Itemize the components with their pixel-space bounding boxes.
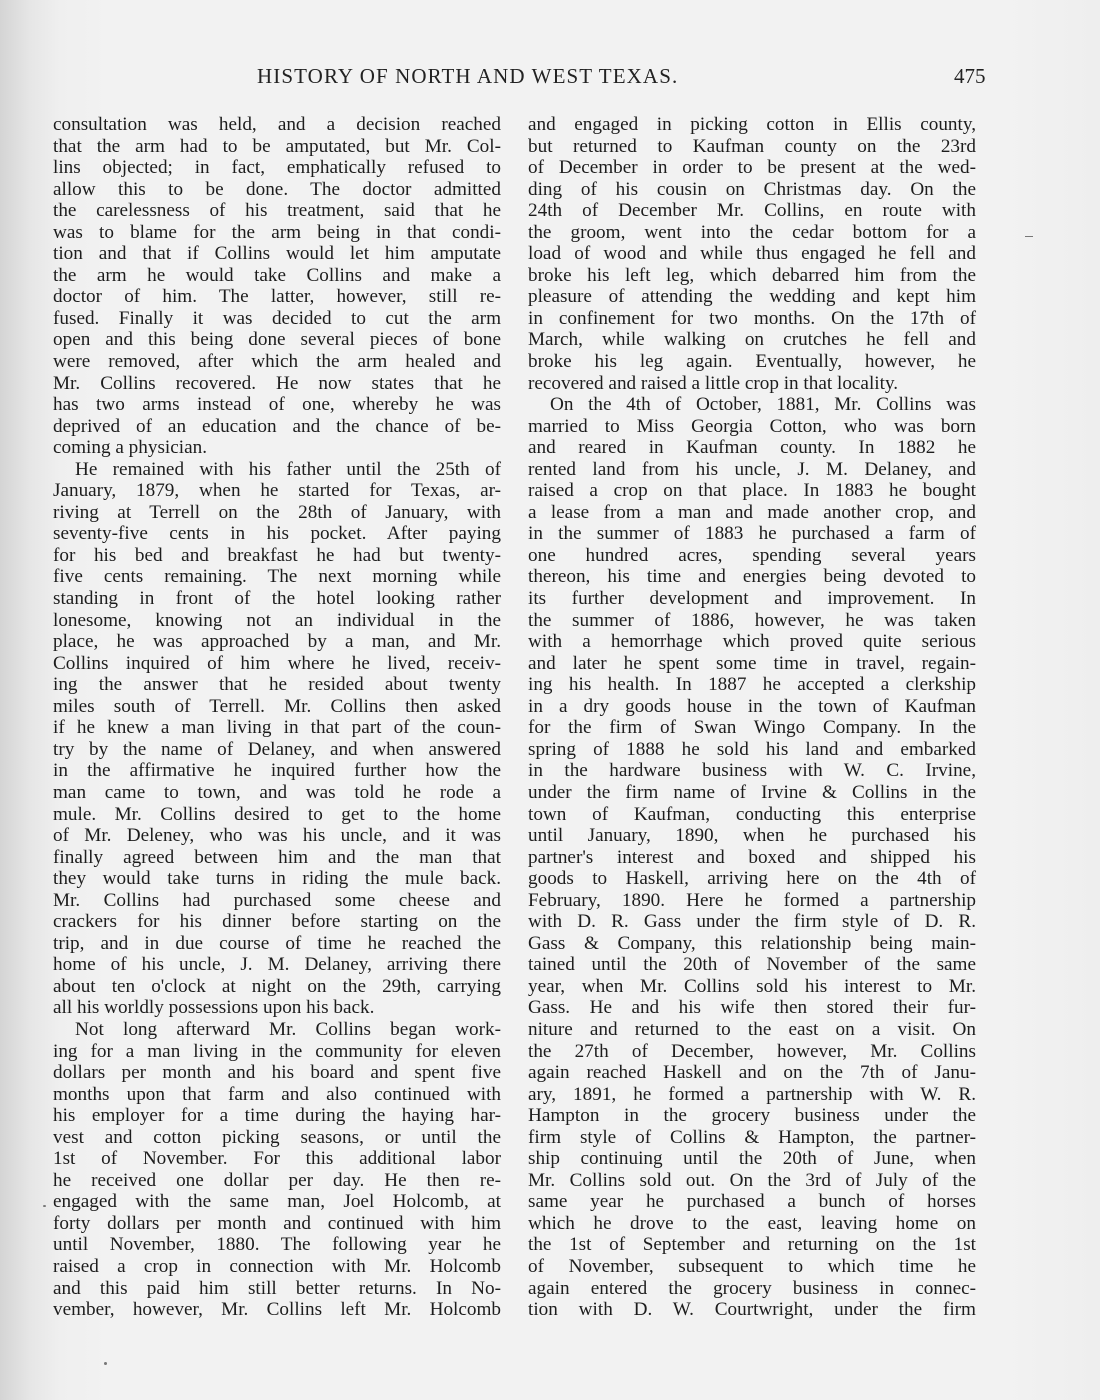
text-line: Collins inquired of him where he lived, receiv- <box>53 652 501 674</box>
text-line: if he knew a man living in that part of the coun- <box>53 717 501 739</box>
text-line: lins objected; in fact, emphatically refused to <box>53 157 501 179</box>
text-line: March, while walking on crutches he fell and <box>528 329 976 351</box>
text-line: finally agreed between him and the man that <box>53 846 501 868</box>
text-line: Gass & Company, this relationship being main- <box>528 932 976 954</box>
text-line: allow this to be done. The doctor admitted <box>53 178 501 200</box>
text-line: recovered and raised a little crop in that locality. <box>528 372 899 394</box>
text-line: all his worldly possessions upon his back. <box>53 997 375 1019</box>
text-line: in a dry goods house in the town of Kaufman <box>528 695 976 717</box>
text-line: the summer of 1886, however, he was taken <box>528 609 976 631</box>
text-line: five cents remaining. The next morning while <box>53 566 501 588</box>
text-line: one hundred acres, spending several years <box>528 544 976 566</box>
text-line: ing the answer that he resided about twenty <box>53 674 501 696</box>
text-line: has two arms instead of one, whereby he was <box>53 394 501 416</box>
text-line: tained until the 20th of November of the same <box>528 954 976 976</box>
text-line: a lease from a man and made another crop, and <box>528 501 976 523</box>
text-line: standing in front of the hotel looking rather <box>53 588 501 610</box>
text-line: ing his health. In 1887 he accepted a clerkship <box>528 674 976 696</box>
text-line: lonesome, knowing not an individual in the <box>53 609 501 631</box>
text-line: doctor of him. The latter, however, still re- <box>53 286 501 308</box>
text-line: which he drove to the east, leaving home on <box>528 1212 976 1234</box>
text-line: Mr. Collins had purchased some cheese and <box>53 889 501 911</box>
text-line: the 1st of September and returning on the 1st <box>528 1234 976 1256</box>
text-line: for his bed and breakfast he had but twenty- <box>53 544 501 566</box>
text-line: and engaged in picking cotton in Ellis county, <box>528 114 976 135</box>
text-line: He remained with his father until the 25th of <box>75 458 501 480</box>
text-line: thereon, his time and energies being devoted to <box>528 566 976 588</box>
text-line: of December in order to be present at the wed- <box>528 157 976 179</box>
text-line: On the 4th of October, 1881, Mr. Collins was <box>550 394 976 416</box>
text-line: vest and cotton picking seasons, or until the <box>53 1126 501 1148</box>
text-line: Gass. He and his wife then stored their fur- <box>528 997 976 1019</box>
text-line: until November, 1880. The following year he <box>53 1234 501 1256</box>
text-line: its further development and improvement. In <box>528 588 976 610</box>
text-line: married to Miss Georgia Cotton, who was born <box>528 415 976 437</box>
text-line: ding of his cousin on Christmas day. On the <box>528 178 976 200</box>
text-line: forty dollars per month and continued with him <box>53 1212 501 1234</box>
text-line: firm style of Collins & Hampton, the partner- <box>528 1126 976 1148</box>
text-line: dollars per month and his board and spent five <box>53 1062 501 1084</box>
text-line: tion with D. W. Courtwright, under the firm <box>528 1299 976 1321</box>
text-line: were removed, after which the arm healed and <box>53 351 501 373</box>
text-line: deprived of an education and the chance of be- <box>53 415 501 437</box>
right-text-column <box>528 114 976 1321</box>
text-line: spring of 1888 he sold his land and embarked <box>528 738 976 760</box>
text-line: place, he was approached by a man, and Mr. <box>53 631 501 653</box>
text-line: of November, subsequent to which time he <box>528 1255 976 1277</box>
text-line: goods to Haskell, arriving here on the 4th of <box>528 868 976 890</box>
text-line: Mr. Collins recovered. He now states that he <box>53 372 501 394</box>
text-line: crackers for his dinner before starting on the <box>53 911 501 933</box>
text-line: months upon that farm and also continued with <box>53 1083 501 1105</box>
text-line: and later he spent some time in travel, regain- <box>528 652 976 674</box>
text-line: load of wood and while thus engaged he fell and <box>528 243 976 265</box>
running-head-title: HISTORY OF NORTH AND WEST TEXAS. <box>257 64 679 88</box>
text-line: Mr. Collins sold out. On the 3rd of July of the <box>528 1169 976 1191</box>
text-line: man came to town, and was told he rode a <box>53 781 501 803</box>
scan-speck <box>1025 236 1033 237</box>
text-line: miles south of Terrell. Mr. Collins then asked <box>53 695 501 717</box>
text-line: Hampton in the grocery business under the <box>528 1105 976 1127</box>
text-line: raised a crop in connection with Mr. Holcomb <box>53 1255 501 1277</box>
text-line: ary, 1891, he formed a partnership with W. R. <box>528 1083 976 1105</box>
text-line: open and this being done several pieces of bone <box>53 329 501 351</box>
text-line: he received one dollar per day. He then re- <box>53 1169 501 1191</box>
text-line: coming a physician. <box>53 437 207 459</box>
text-line: in the affirmative he inquired further how the <box>53 760 501 782</box>
text-line: mule. Mr. Collins desired to get to the home <box>53 803 501 825</box>
text-line: Not long afterward Mr. Collins began work- <box>75 1018 501 1040</box>
text-line: in the hardware business with W. C. Irvine, <box>528 760 976 782</box>
text-line: try by the name of Delaney, and when answered <box>53 738 501 760</box>
text-line: home of his uncle, J. M. Delaney, arriving there <box>53 954 501 976</box>
text-line: engaged with the same man, Joel Holcomb, at <box>53 1191 501 1213</box>
text-line: again reached Haskell and on the 7th of Janu- <box>528 1062 976 1084</box>
text-line: they would take turns in riding the mule back. <box>53 868 501 890</box>
text-line: for the firm of Swan Wingo Company. In the <box>528 717 976 739</box>
text-line: the groom, went into the cedar bottom for a <box>528 221 976 243</box>
text-line: until January, 1890, when he purchased his <box>528 825 976 847</box>
text-line: pleasure of attending the wedding and kept him <box>528 286 976 308</box>
text-line: and reared in Kaufman county. In 1882 he <box>528 437 976 459</box>
text-line: February, 1890. Here he formed a partnership <box>528 889 976 911</box>
text-line: that the arm had to be amputated, but Mr. Col- <box>53 135 501 157</box>
text-line: again entered the grocery business in connec- <box>528 1277 976 1299</box>
text-line: raised a crop on that place. In 1883 he bought <box>528 480 976 502</box>
text-line: ship continuing until the 20th of June, when <box>528 1148 976 1170</box>
text-line: in the summer of 1883 he purchased a farm of <box>528 523 976 545</box>
text-line: January, 1879, when he started for Texas, ar- <box>53 480 501 502</box>
text-line: and this paid him still better returns. In No- <box>53 1277 501 1299</box>
text-line: vember, however, Mr. Collins left Mr. Holcomb <box>53 1299 501 1321</box>
left-text-column <box>53 114 501 1321</box>
scan-speck <box>43 1205 46 1207</box>
text-line: the carelessness of his treatment, said that he <box>53 200 501 222</box>
text-line: with D. R. Gass under the firm style of D. R. <box>528 911 976 933</box>
text-line: partner's interest and boxed and shipped his <box>528 846 976 868</box>
text-line: in confinement for two months. On the 17th of <box>528 307 976 329</box>
text-line: but returned to Kaufman county on the 23rd <box>528 135 976 157</box>
text-line: his employer for a time during the haying har- <box>53 1105 501 1127</box>
text-line: year, when Mr. Collins sold his interest to Mr. <box>528 975 976 997</box>
text-line: rented land from his uncle, J. M. Delaney, and <box>528 458 976 480</box>
text-line: seventy-five cents in his pocket. After paying <box>53 523 501 545</box>
text-line: the arm he would take Collins and make a <box>53 264 501 286</box>
text-line: tion and that if Collins would let him amputate <box>53 243 501 265</box>
text-line: the 27th of December, however, Mr. Collins <box>528 1040 976 1062</box>
text-line: ing for a man living in the community for eleven <box>53 1040 501 1062</box>
text-line: broke his left leg, which debarred him from the <box>528 264 976 286</box>
text-line: town of Kaufman, conducting this enterprise <box>528 803 976 825</box>
text-line: same year he purchased a bunch of horses <box>528 1191 976 1213</box>
text-line: consultation was held, and a decision reached <box>53 114 501 135</box>
scan-speck <box>104 1362 107 1365</box>
text-line: broke his leg again. Eventually, however, he <box>528 351 976 373</box>
text-line: riving at Terrell on the 28th of January, with <box>53 501 501 523</box>
text-line: under the firm name of Irvine & Collins in the <box>528 781 976 803</box>
text-line: niture and returned to the east on a visit. On <box>528 1018 976 1040</box>
text-line: about ten o'clock at night on the 29th, carrying <box>53 975 501 997</box>
text-line: fused. Finally it was decided to cut the arm <box>53 307 501 329</box>
page-number: 475 <box>954 64 986 88</box>
text-line: of Mr. Deleney, who was his uncle, and it was <box>53 825 501 847</box>
text-line: was to blame for the arm being in that condi- <box>53 221 501 243</box>
text-line: with a hemorrhage which proved quite serious <box>528 631 976 653</box>
text-line: 24th of December Mr. Collins, en route with <box>528 200 976 222</box>
text-line: 1st of November. For this additional labor <box>53 1148 501 1170</box>
text-line: trip, and in due course of time he reached the <box>53 932 501 954</box>
